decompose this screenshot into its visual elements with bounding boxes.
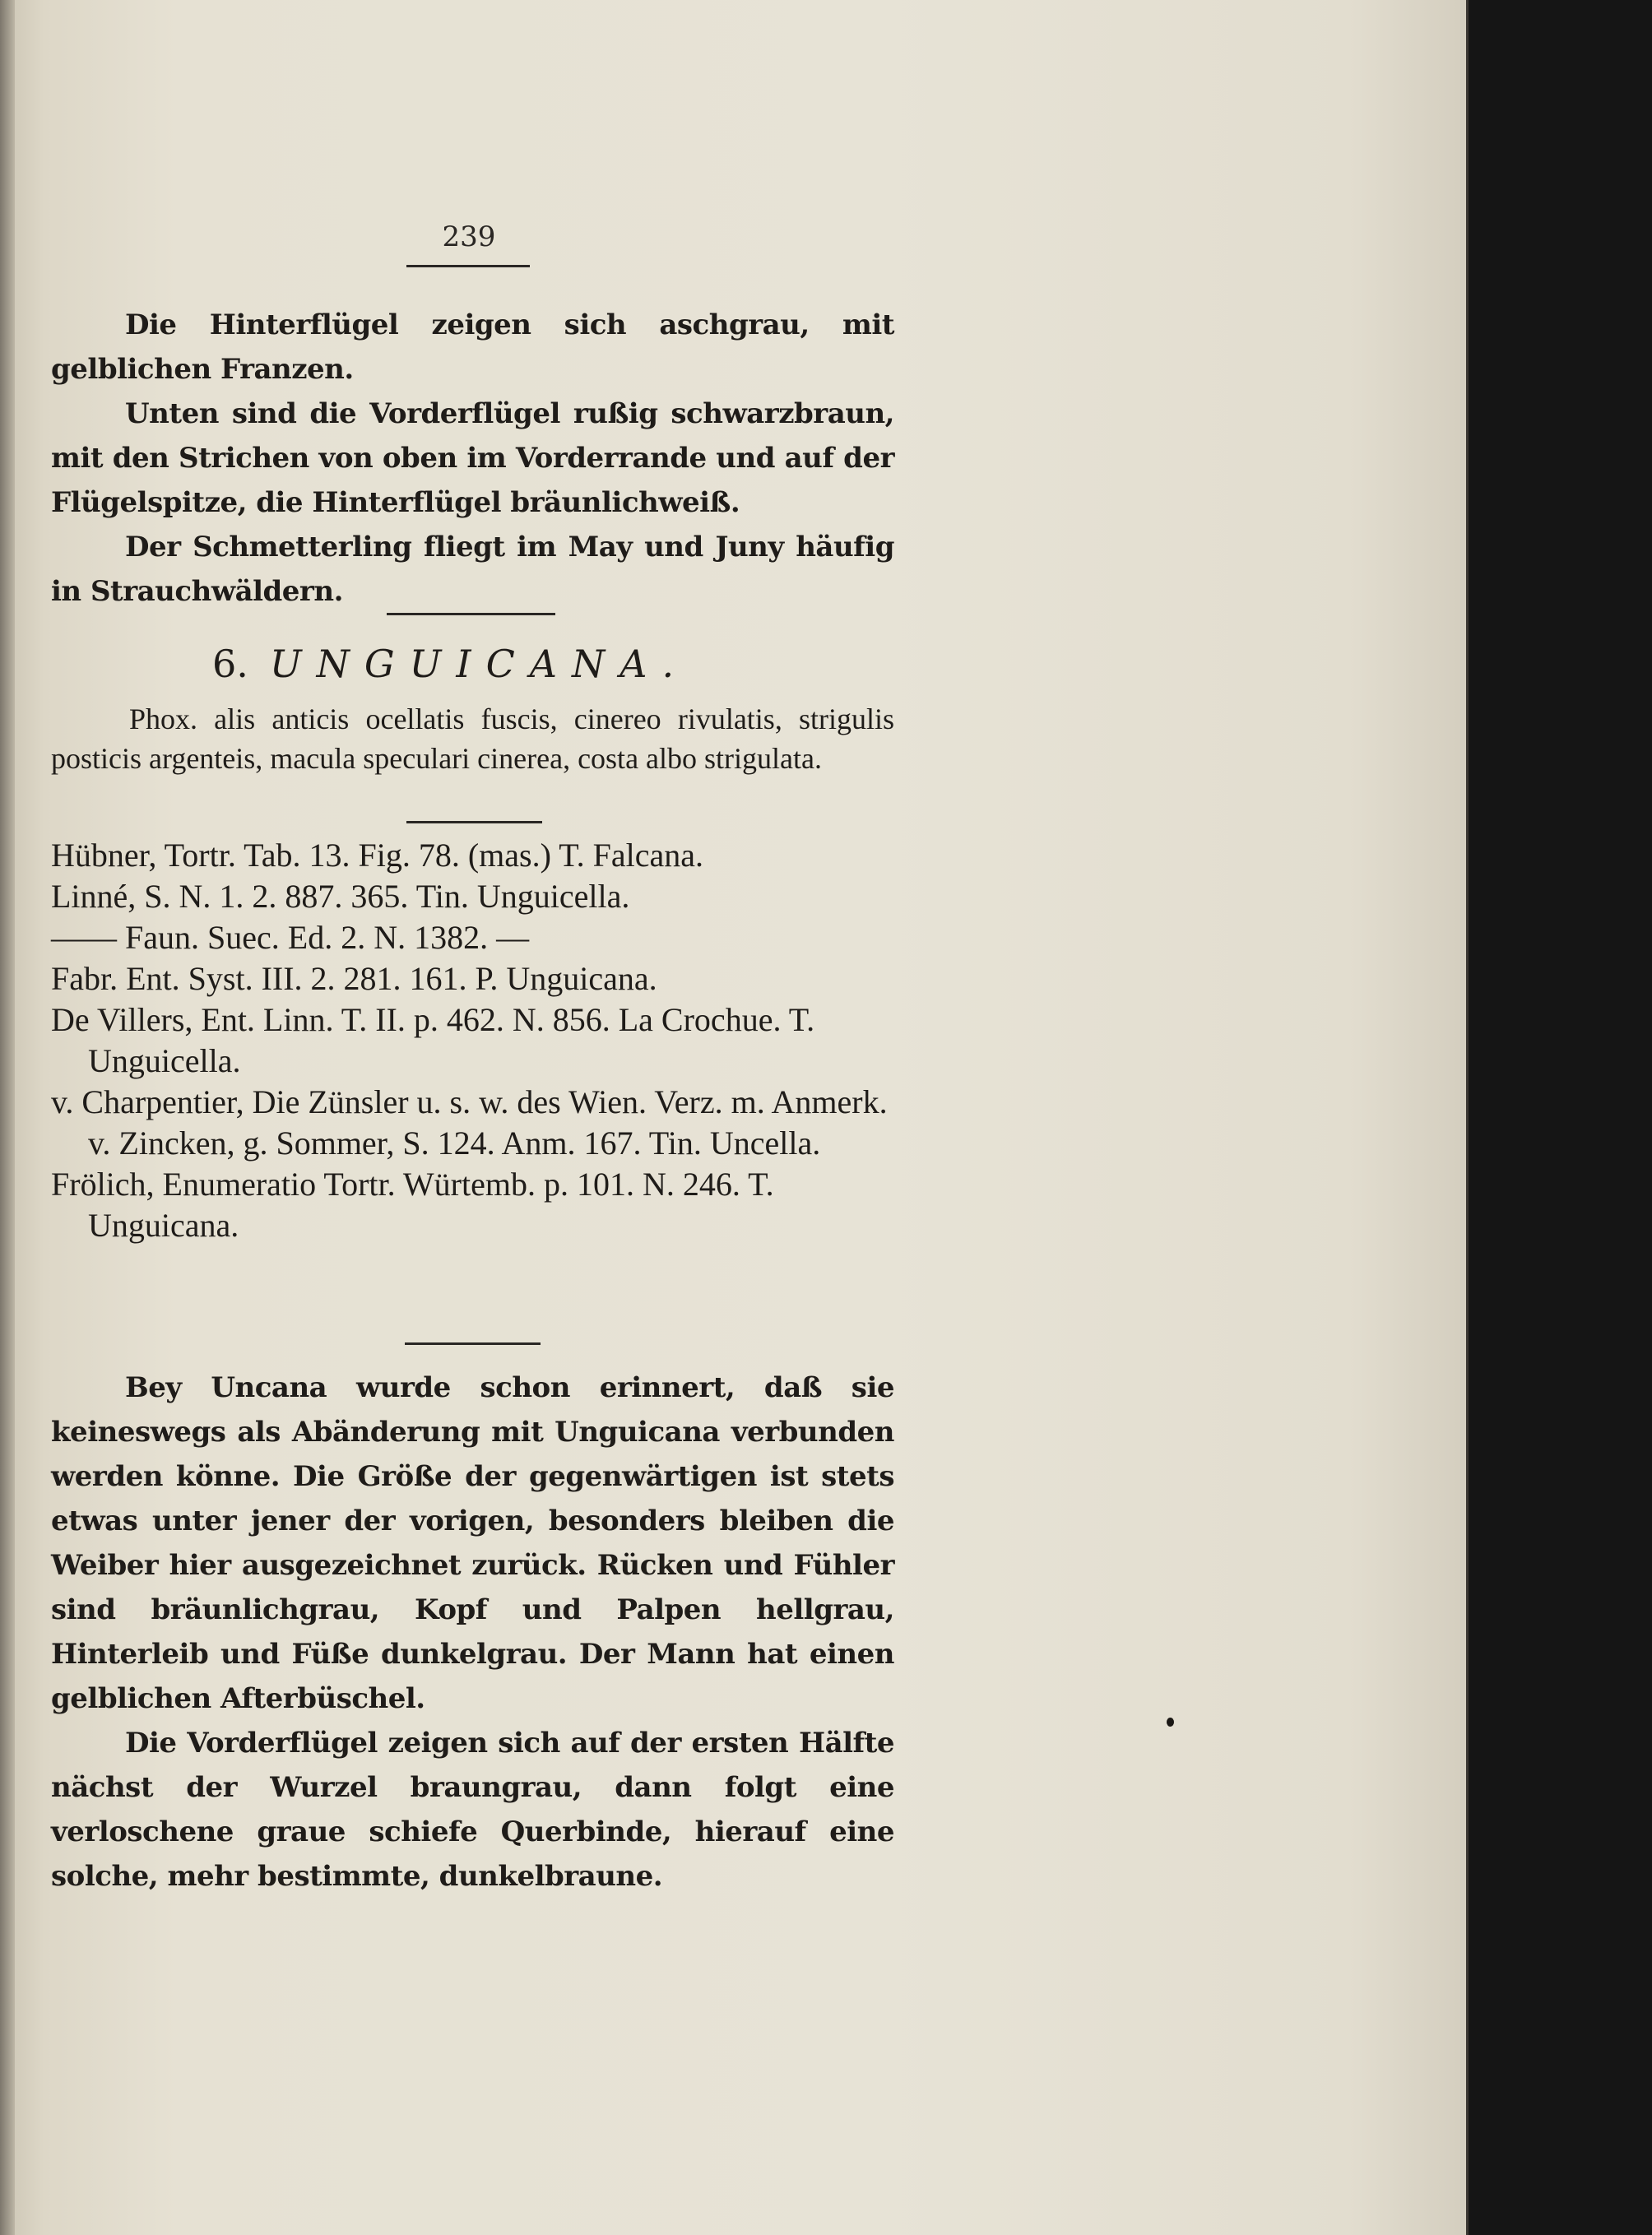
species-number: 6. — [212, 642, 248, 686]
reference-item: v. Charpentier, Die Zünsler u. s. w. des Wien. Verz. m. Anmerk. v. Zincken, g. Sommer, S. 124. Anm. 167. Tin. Uncella. — [51, 1083, 888, 1162]
intro-paragraph: Die Hinterflügel zeigen sich aschgrau, mit gelblichen Franzen. — [51, 308, 894, 386]
body-paragraph: Die Vorderflügel zeigen sich auf der ersten Hälfte nächst der Wurzel braungrau, dann folgt eine verloschene graue schiefe Querbinde, hierauf eine solche, mehr bestimmte, dunkelbraune. — [51, 1727, 894, 1893]
reference-item: Hübner, Tortr. Tab. 13. Fig. 78. (mas.) T. Falcana. — [51, 837, 704, 874]
diagnosis-divider — [406, 821, 542, 823]
intro-paragraph: Unten sind die Vorderflügel rußig schwarzbraun, mit den Strichen von oben im Vorderrande und auf der Flügelspitze, die Hinterflügel bräunlichweiß. — [51, 397, 894, 519]
page-number: 239 — [442, 220, 496, 253]
body-paragraph: Bey Uncana wurde schon erinnert, daß sie keineswegs als Abänderung mit Unguicana verbunden werden könne. Die Größe der gegenwärtigen ist stets etwas unter jener der vorigen, besonders bleiben die Weiber hier ausgezeichnet zurück. Rücken und Fühler sind bräunlichgrau, Kopf und Palpen hellgrau, Hinterleib und Füße dunkelgrau. Der Mann hat einen gelblichen Afterbüschel. — [51, 1371, 894, 1715]
header-rule — [406, 265, 530, 267]
section-divider — [387, 613, 555, 615]
ink-spot — [1167, 1718, 1174, 1727]
reference-item: De Villers, Ent. Linn. T. II. p. 462. N. 856. La Crochue. T. Unguicella. — [51, 1001, 815, 1079]
latin-diagnosis — [51, 699, 894, 778]
species-name: UNGUICANA. — [269, 642, 689, 686]
reference-item: Frölich, Enumeratio Tortr. Würtemb. p. 101. N. 246. T. Unguicana. — [51, 1166, 774, 1244]
description-text — [51, 1366, 894, 1899]
diagnosis-text: Phox. alis anticis ocellatis fuscis, cinereo rivulatis, strigulis posticis argenteis, macula speculari cinerea, costa albo strigulata. — [51, 702, 894, 775]
intro-paragraph: Der Schmetterling fliegt im May und Juny häufig in Strauchwäldern. — [51, 531, 894, 608]
references-divider — [405, 1342, 541, 1345]
references-list — [51, 835, 894, 1246]
reference-item: —— Faun. Suec. Ed. 2. N. 1382. — — [51, 919, 530, 956]
intro-text — [51, 303, 894, 614]
reference-item: Linné, S. N. 1. 2. 887. 365. Tin. Unguicella. — [51, 878, 630, 915]
reference-item: Fabr. Ent. Syst. III. 2. 281. 161. P. Unguicana. — [51, 960, 657, 997]
species-heading — [212, 642, 689, 686]
